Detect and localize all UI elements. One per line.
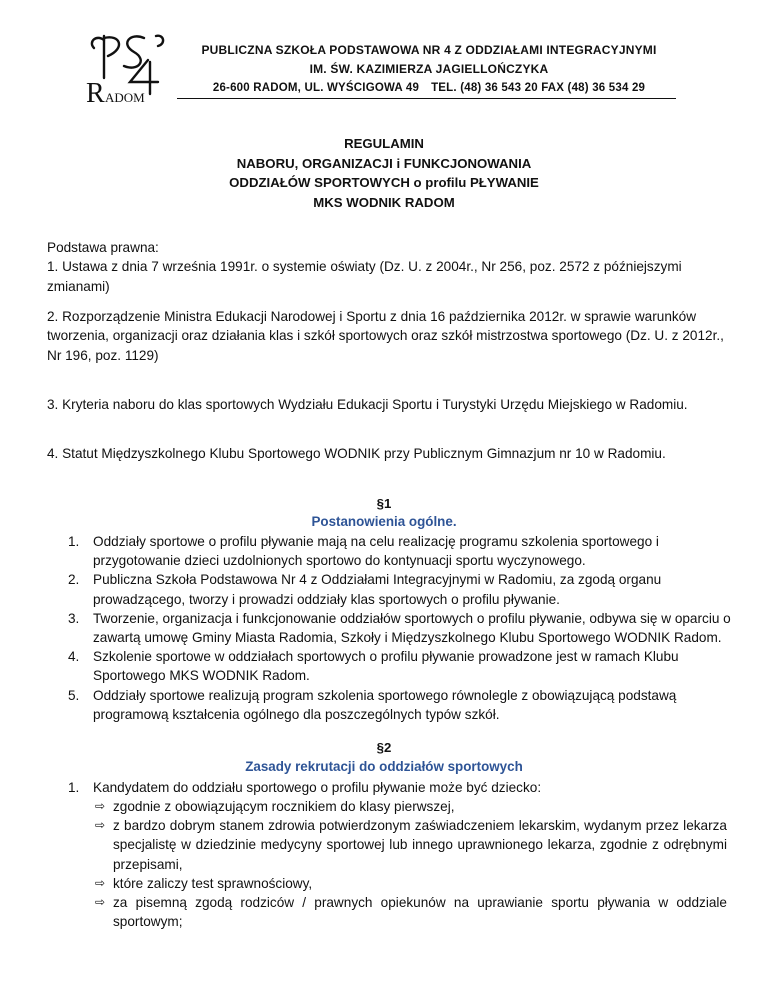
school-patron: IM. ŚW. KAZIMIERZA JAGIELLOŃCZYKA bbox=[309, 62, 549, 76]
criteria-list bbox=[47, 797, 727, 931]
logo-text: ADOM bbox=[105, 90, 145, 105]
criteria-item: ⇨ zgodnie z obowiązującym rocznikiem do klasy pierwszej, bbox=[47, 797, 727, 816]
school-header bbox=[182, 41, 676, 98]
title-line-1: REGULAMIN bbox=[344, 136, 424, 151]
school-address: 26-600 RADOM, UL. WYŚCIGOWA 49 bbox=[212, 82, 420, 94]
header-divider bbox=[177, 98, 676, 99]
document-title bbox=[0, 134, 768, 212]
title-line-2: NABORU, ORGANIZACJI i FUNKCJONOWANIA bbox=[236, 155, 532, 171]
list-item: 4. Szkolenie sportowe w oddziałach sportowych o profilu pływanie prowadzone jest w ramach Klubu Sportowego MKS WODNIK Radom. bbox=[68, 649, 679, 684]
list-item: 1. Kandydatem do oddziału sportowego o profilu pływanie może być dziecko: bbox=[68, 780, 542, 795]
title-line-3: ODDZIAŁÓW SPORTOWYCH o profilu PŁYWANIE bbox=[229, 175, 539, 190]
school-name: PUBLICZNA SZKOŁA PODSTAWOWA NR 4 Z ODDZIAŁAMI INTEGRACYJNYMI bbox=[201, 43, 657, 57]
legal-basis bbox=[47, 238, 727, 296]
legal-basis-item-2: 2. Rozporządzenie Ministra Edukacji Narodowej i Sportu z dnia 16 października 2012r. w sprawie warunków tworzenia, organizacji oraz działania klas i szkół sportowych oraz szkół mistrzostwa sportowego (Dz. U. z 2012r., Nr 196, poz. 1129) bbox=[47, 309, 724, 363]
legal-basis-item-4: 4. Statut Międzyszkolnego Klubu Sportowego WODNIK przy Publicznym Gimnazjum nr 10 w Radomiu. bbox=[47, 446, 666, 461]
list-item: 3. Tworzenie, organizacja i funkcjonowanie oddziałów sportowych o profilu pływanie, odbywa się w oparciu o zawartą umowę Gminy Miasta Radomia, Szkoły i Międzyszkolnego Klubu Sportowego WODNIK Radom. bbox=[68, 610, 731, 646]
arrow-right-icon: ⇨ bbox=[95, 799, 106, 813]
section-2-number: §2 bbox=[376, 740, 392, 755]
section-2-list bbox=[47, 778, 737, 797]
criteria-item: ⇨ z bardzo dobrym stanem zdrowia potwierdzonym zaświadczeniem lekarskim, wydanym przez lekarza specjalistę w dziedzinie medycyny sportowej lub innego uprawnionego lekarza, zgodnie z odrębnymi przepisami, bbox=[95, 818, 727, 872]
section-1-title: Postanowienia ogólne. bbox=[311, 514, 457, 529]
criteria-item: ⇨ za pisemną zgodą rodziców / prawnych opiekunów na uprawianie sportu pływania w oddziale sportowym; bbox=[95, 895, 727, 930]
arrow-right-icon: ⇨ bbox=[95, 895, 106, 910]
section-2-title: Zasady rekrutacji do oddziałów sportowych bbox=[245, 759, 523, 774]
school-contact bbox=[182, 79, 676, 98]
criteria-item: ⇨ które zaliczy test sprawnościowy, bbox=[47, 874, 727, 893]
school-phone: TEL. (48) 36 543 20 FAX (48) 36 534 29 bbox=[431, 82, 646, 94]
list-item: 2. Publiczna Szkoła Podstawowa Nr 4 z Oddziałami Integracyjnymi w Radomiu, za zgodą organu prowadzącego, tworzy i prowadzi oddziały klas sportowych o profilu pływanie. bbox=[68, 572, 662, 607]
list-item: 5. Oddziały sportowe realizują program szkolenia sportowego równolegle z obowiązującą podstawą programową kształcenia ogólnego dla poszczególnych typów szkół. bbox=[68, 687, 677, 722]
title-line-4: MKS WODNIK RADOM bbox=[313, 194, 455, 210]
section-1-list bbox=[47, 532, 737, 724]
svg-text:R: R bbox=[86, 78, 105, 106]
legal-basis-heading: Podstawa prawna: bbox=[47, 240, 159, 255]
arrow-right-icon: ⇨ bbox=[95, 818, 106, 833]
school-logo bbox=[86, 30, 168, 106]
section-1-number: §1 bbox=[376, 496, 392, 511]
arrow-right-icon: ⇨ bbox=[95, 875, 106, 890]
list-item: 1. Oddziały sportowe o profilu pływanie mają na celu realizację programu szkolenia sportowego i przygotowanie dzieci uzdolnionych sportowo do kontynuacji sportu wyczynowego. bbox=[68, 534, 659, 569]
legal-basis-item-3: 3. Kryteria naboru do klas sportowych Wydziału Edukacji Sportu i Turystyki Urzędu Miejskiego w Radomiu. bbox=[47, 397, 688, 412]
legal-basis-item-1: 1. Ustawa z dnia 7 września 1991r. o systemie oświaty (Dz. U. z 2004r., Nr 256, poz. 2572 z późniejszymi zmianami) bbox=[47, 259, 682, 294]
